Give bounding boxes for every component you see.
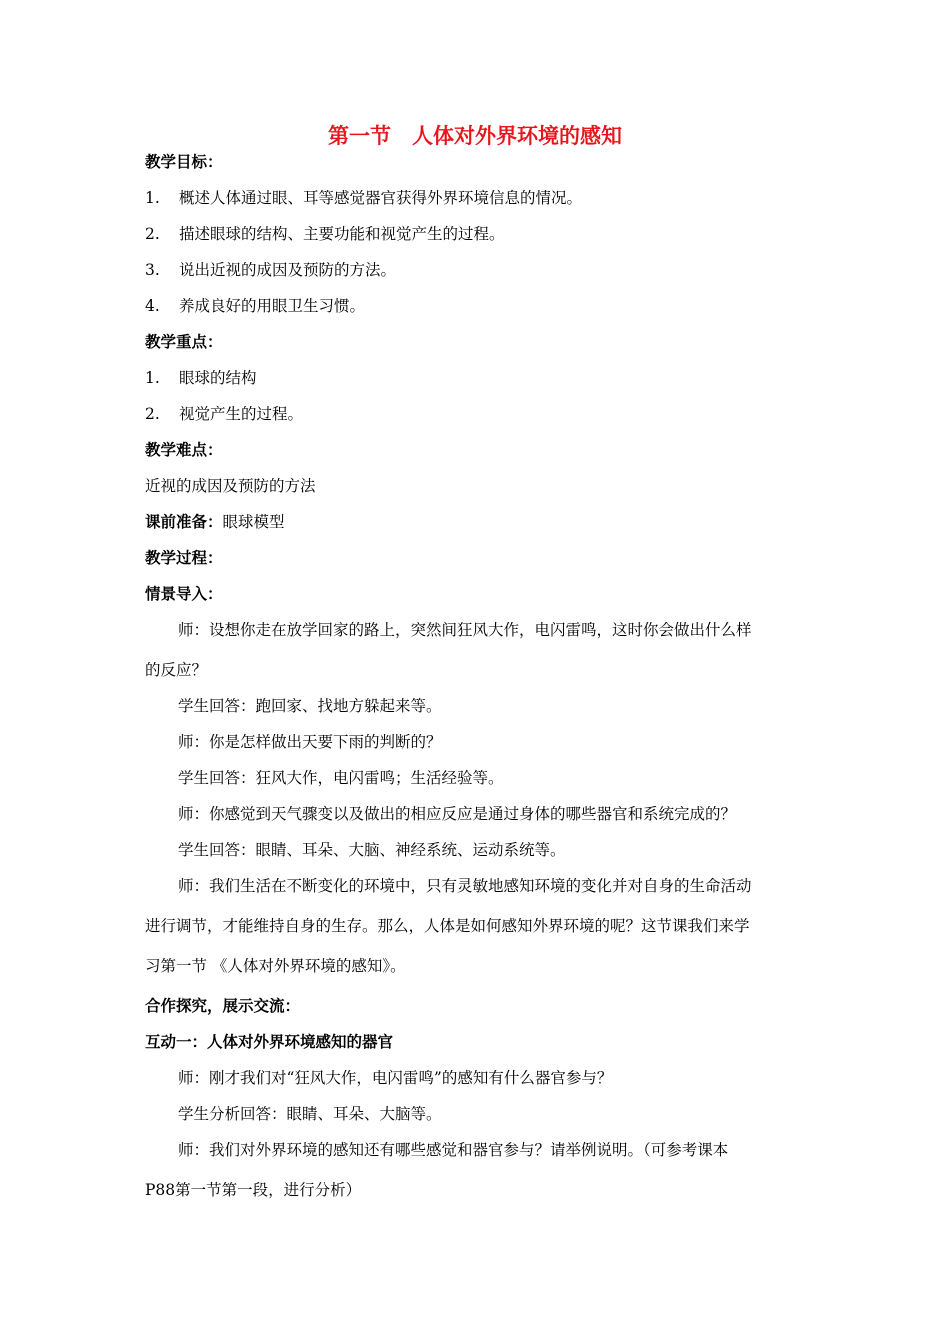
document-title: 第一节 人体对外界环境的感知: [328, 123, 622, 148]
cooperation-heading: 合作探究，展示交流：: [145, 996, 301, 1015]
objective-text: 概述人体通过眼、耳等感觉器官获得外界环境信息的情况。: [179, 189, 583, 207]
objective-text: 描述眼球的结构、主要功能和视觉产生的过程。: [179, 225, 505, 243]
objective-text: 说出近视的成因及预防的方法。: [179, 261, 397, 279]
dialogue-line: 师：设想你走在放学回家的路上，突然间狂风大作，电闪雷鸣，这时你会做出什么样: [178, 621, 752, 639]
dialogue-line: 习第一节 《人体对外界环境的感知》。: [145, 957, 406, 975]
key-point-item: [145, 403, 303, 425]
objective-number: 4.: [145, 297, 160, 315]
interaction-heading: 互动一：人体对外界环境感知的器官: [145, 1032, 394, 1051]
key-point-item: [145, 367, 257, 389]
intro-heading: 情景导入：: [145, 584, 223, 603]
dialogue-line: P88第一节第一段，进行分析）: [145, 1181, 362, 1199]
key-point-text: 视觉产生的过程。: [179, 405, 304, 423]
process-heading: 教学过程：: [145, 548, 223, 567]
difficulties-text: 近视的成因及预防的方法: [145, 477, 316, 495]
objective-number: 2.: [145, 225, 160, 243]
key-points-heading: 教学重点：: [145, 332, 223, 351]
dialogue-line: 学生回答：跑回家、找地方躲起来等。: [178, 697, 442, 715]
dialogue-line: 师：我们对外界环境的感知还有哪些感觉和器官参与？请举例说明。（可参考课本: [178, 1141, 729, 1159]
objective-number: 1.: [145, 189, 160, 207]
objective-item: [145, 295, 365, 317]
dialogue-line: 进行调节，才能维持自身的生存。那么，人体是如何感知外界环境的呢？这节课我们来学: [145, 917, 750, 935]
objective-text: 养成良好的用眼卫生习惯。: [179, 297, 366, 315]
preparation-label: 课前准备：: [145, 512, 223, 531]
preparation-line: [145, 511, 285, 533]
objectives-heading: 教学目标：: [145, 152, 223, 171]
dialogue-line: 的反应？: [145, 661, 208, 679]
preparation-text: 眼球模型: [222, 513, 285, 531]
objective-item: [145, 223, 505, 245]
dialogue-line: 学生分析回答：眼睛、耳朵、大脑等。: [178, 1105, 442, 1123]
dialogue-line: 师：我们生活在不断变化的环境中，只有灵敏地感知环境的变化并对自身的生命活动: [178, 877, 752, 895]
objective-item: [145, 187, 582, 209]
dialogue-line: 师：刚才我们对“狂风大作，电闪雷鸣”的感知有什么器官参与？: [178, 1069, 613, 1087]
objective-item: [145, 259, 396, 281]
key-point-number: 2.: [145, 405, 160, 423]
dialogue-line: 师：你感觉到天气骤变以及做出的相应反应是通过身体的哪些器官和系统完成的？: [178, 805, 737, 823]
dialogue-line: 师：你是怎样做出天要下雨的判断的？: [178, 733, 442, 751]
key-point-number: 1.: [145, 369, 160, 387]
key-point-text: 眼球的结构: [179, 369, 257, 387]
dialogue-line: 学生回答：眼睛、耳朵、大脑、神经系统、运动系统等。: [178, 841, 566, 859]
objective-number: 3.: [145, 261, 160, 279]
difficulties-heading: 教学难点：: [145, 440, 223, 459]
dialogue-line: 学生回答：狂风大作，电闪雷鸣；生活经验等。: [178, 769, 504, 787]
